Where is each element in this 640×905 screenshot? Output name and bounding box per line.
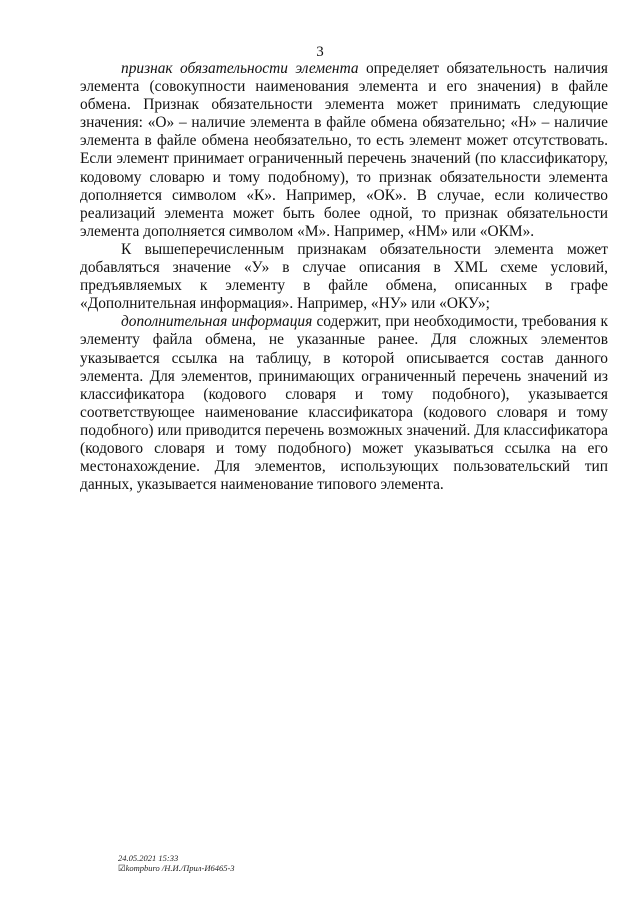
page-number: 3 [316, 44, 324, 60]
footer-datetime: 24.05.2021 15:33 [118, 853, 179, 863]
term-requirement-attribute: признак обязательности элемента [121, 60, 359, 77]
document-footer [118, 853, 235, 873]
footer-path-line [118, 863, 235, 873]
paragraph-additional-info [80, 313, 608, 494]
paragraph-text: К вышеперечисленным признакам обязательности элемента может добавляться значение «У» в случае описания в XML схеме условий, предъявляемых к элементу в файле обмена, описанных в графе «Дополнительная информация». Например, «НУ» или «ОКУ»; [80, 240, 608, 313]
document-mark-icon: ☑ [118, 863, 126, 873]
footer-path: kompburo /Н.И./Прил-И6465-3 [125, 863, 235, 873]
term-additional-info: дополнительная информация [121, 313, 313, 331]
paragraph-requirement-attribute [80, 60, 608, 241]
paragraph-condition-attribute [80, 241, 608, 313]
paragraph-text: содержит, при необходимости, требования к элементу файла обмена, не указанные ранее. Для сложных элементов указывается ссылка на таблицу, в которой описывается состав данного элемента. Для элементов, принимающих ограниченный перечень значений из классификатора (кодового словаря и тому подобного), указывается соответствующее наименование классификатора (кодового словаря и тому подобного) или приводится перечень возможных значений. Для классификатора (кодового словаря и тому подобного) может указываться ссылка на его местонахождение. Для элементов, использующих пользовательский тип данных, указывается наименование типового элемента. [80, 313, 608, 494]
document-body [80, 60, 608, 494]
paragraph-text: определяет обязательность наличия элемента (совокупности наименования элемента и его значения) в файле обмена. Признак обязательности элемента может принимать следующие значения: «О» – наличие элемента в файле обмена обязательно; «Н» – наличие элемента в файле обмена необязательно, то есть элемент может отсутствовать. Если элемент принимает ограниченный перечень значений (по классификатору, кодовому словарю и тому подобному), то признак обязательности элемента дополняется символом «К». Например, «ОК». В случае, если количество реализаций элемента может быть более одной, то признак обязательности элемента дополняется символом «М». Например, «НМ» или «ОКМ». [80, 60, 608, 240]
